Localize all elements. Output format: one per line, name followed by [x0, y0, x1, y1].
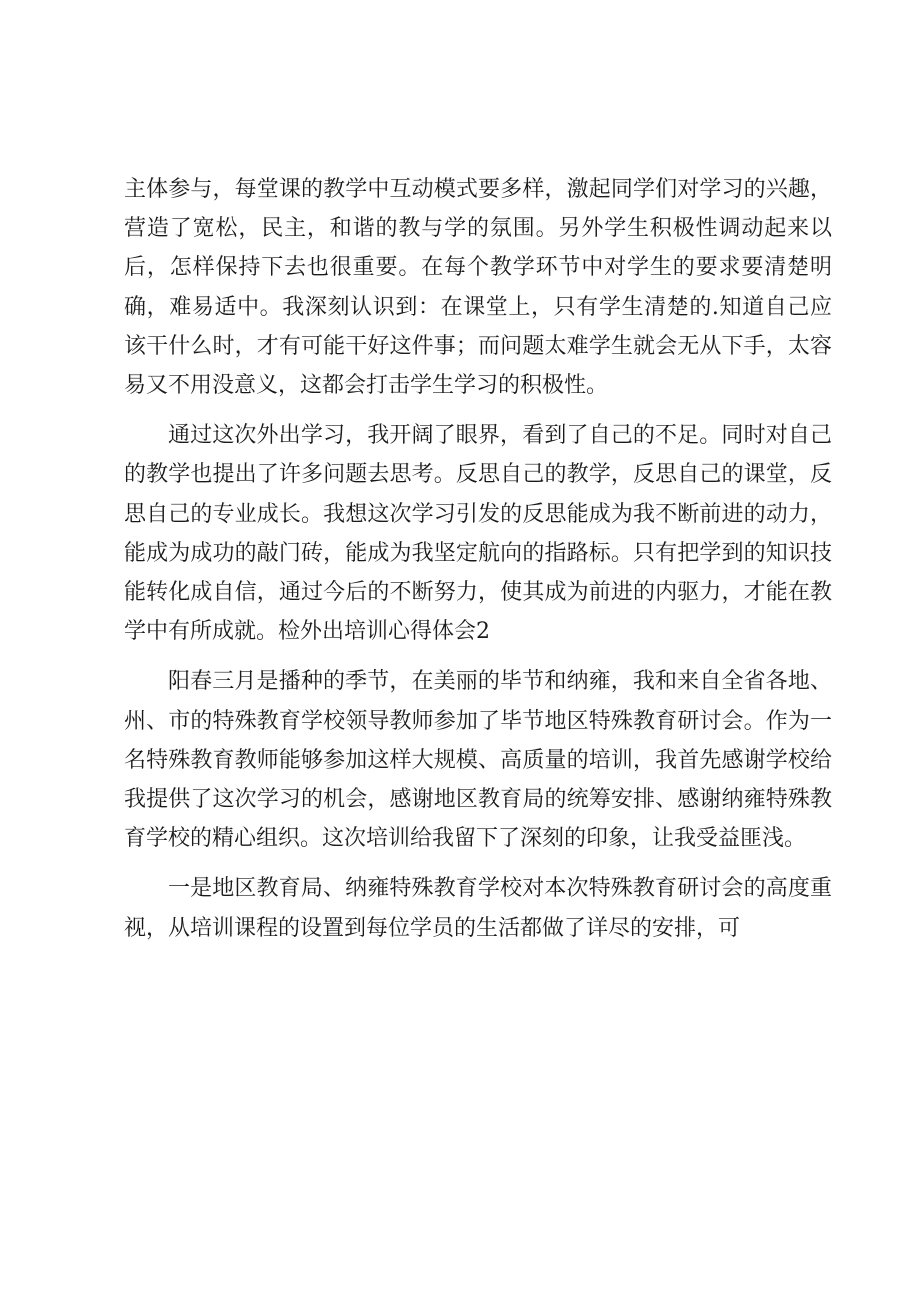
paragraph-2: 通过这次外出学习，我开阔了眼界，看到了自己的不足。同时对自己的教学也提出了许多问题去思考。反思自己的教学，反思自己的课堂，反思自己的专业成长。我想这次学习引发的反思能成为我不断前进的动力，能成为成功的敲门砖，能成为我坚定航向的指路标。只有把学到的知识技能转化成自信，通过今后的不断努力，使其成为前进的内驱力，才能在教学中有所成就。检外出培训心得体会2	[124, 423, 832, 645]
paragraph-1: 主体参与，每堂课的教学中互动模式要多样，激起同学们对学习的兴趣，营造了宽松，民主，和谐的教与学的氛围。另外学生积极性调动起来以后，怎样保持下去也很重要。在每个教学环节中对学生的要求要清楚明确，难易适中。我深刻认识到：在课堂上，只有学生清楚的.知道自己应该干什么时，才有可能干好这件事；而问题太难学生就会无从下手，太容易又不用没意义，这都会打击学生学习的积极性。	[124, 177, 832, 399]
paragraph-3: 阳春三月是播种的季节，在美丽的毕节和纳雍，我和来自全省各地、州、市的特殊教育学校领导教师参加了毕节地区特殊教育研讨会。作为一名特殊教育教师能够参加这样大规模、高质量的培训，我首先感谢学校给我提供了这次学习的机会，感谢地区教育局的统筹安排、感谢纳雍特殊教育学校的精心组织。这次培训给我留下了深刻的印象，让我受益匪浅。	[124, 669, 832, 852]
document-body	[124, 170, 832, 959]
paragraph-4: 一是地区教育局、纳雍特殊教育学校对本次特殊教育研讨会的高度重视，从培训课程的设置到每位学员的生活都做了详尽的安排，可	[124, 876, 832, 941]
